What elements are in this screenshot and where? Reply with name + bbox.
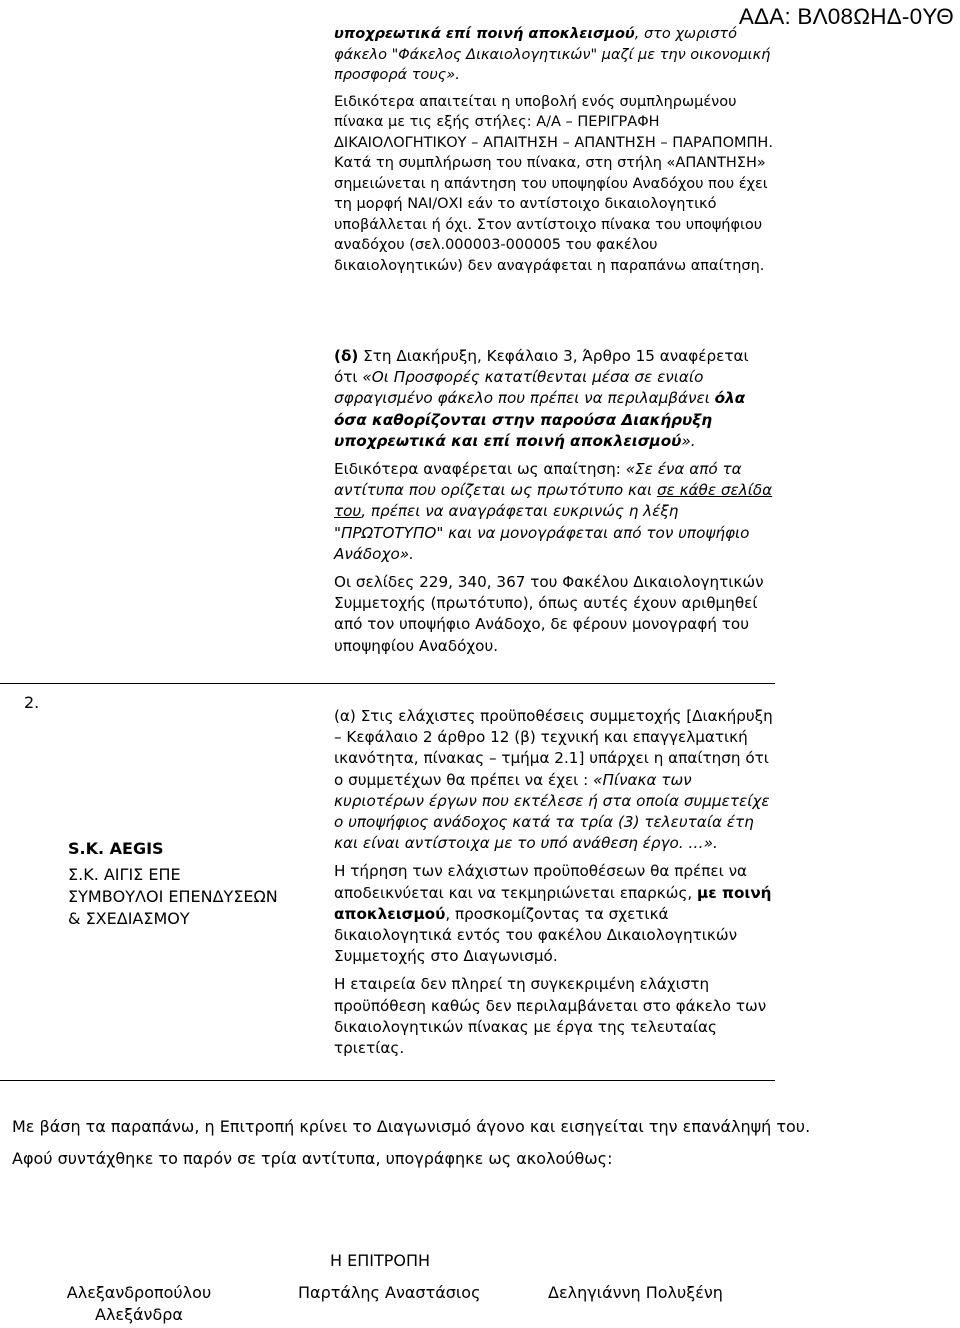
- ada-code: ΑΔΑ: ΒΛ08ΩΗΔ-0ΥΘ: [738, 4, 954, 29]
- block-a-p2-start: Η τήρηση των ελάχιστων προϋποθέσεων θα πρέπει να αποδεικνύεται και να τεκμηριώνεται επαρκώς,: [334, 862, 748, 902]
- conclusion-p1: Με βάση τα παραπάνω, η Επιτροπή κρίνει το Διαγωνισμό άγονο και εισηγείται την επανάληψή του.: [12, 1117, 811, 1136]
- conclusion: [12, 1116, 932, 1170]
- block-d-p2-italic1: «Σε ένα από τα αντίτυπα που ορίζεται ως πρωτότυπο και: [334, 460, 742, 500]
- company-line3: & ΣΧΕΔΙΑΣΜΟΥ: [68, 909, 190, 928]
- table-requirement-paragraph: Ειδικότερα απαιτείται η υποβολή ενός συμπληρωμένου πίνακα με τις εξής στήλες: Α/Α – ΠΕΡΙΓΡΑΦΗ ΔΙΚΑΙΟΛΟΓΗΤΙΚΟΥ – ΑΠΑΙΤΗΣΗ – ΑΠΑΝΤΗΣΗ – ΠΑΡΑΠΟΜΠΗ. Κατά τη συμπλήρωση του πίνακα, στη στήλη «ΑΠΑΝΤΗΣΗ» σημειώνεται η απάντηση του υποψηφίου Αναδόχου που έχει τη μορφή ΝΑΙ/ΟΧΙ εάν το αντίστοιχο δικαιολογητικό υποβάλλεται ή όχι. Στον αντίστοιχο πίνακα του υποψήφιου αναδόχου (σελ.000003-000005 του φακέλου δικαιολογητικών) δεν αναγράφεται η παραπάνω απαίτηση.: [334, 93, 773, 274]
- intro-bold-italic: υποχρεωτικά επί ποινή αποκλεισμού: [334, 26, 635, 42]
- block-a-p1: [334, 706, 774, 854]
- signature-member-2: Παρτάλης Αναστάσιος: [298, 1283, 481, 1302]
- company-name: S.K. AEGIS: [68, 839, 164, 858]
- block-d-p2-italic2: , πρέπει να αναγράφεται ευκρινώς η λέξη "ΠΡΩΤΟΤΥΠΟ" και να μονογράφεται από τον υποψήφιο Ανάδοχο».: [334, 502, 750, 563]
- intro-italic: , στο χωριστό φάκελο "Φάκελος Δικαιολογητικών" μαζί με την οικονομική προσφορά τους».: [334, 26, 771, 83]
- conclusion-p2: Αφού συντάχθηκε το παρόν σε τρία αντίτυπα, υπογράφηκε ως ακολούθως:: [12, 1149, 613, 1168]
- block-d-p1-end: ».: [681, 431, 696, 450]
- block-a: [334, 706, 774, 1066]
- intro-paragraph: [334, 24, 774, 86]
- signature-member-3: Δεληγιάννη Πολυξένη: [548, 1283, 723, 1302]
- company-info: [68, 838, 278, 930]
- row-divider-bottom: [0, 1080, 775, 1081]
- block-d-p1: [334, 346, 774, 452]
- block-d-p2-underline: σε κάθε σελίδα του: [334, 481, 773, 521]
- block-a-p2: [334, 861, 774, 967]
- block-a-p1-italic: «Πίνακα των κυριοτέρων έργων που εκτέλεσε ή στα οποία συμμετείχε ο υποψήφιος ανάδοχος κατά τα τρία (3) τελευταία έτη και είναι αντίστοιχα με το υπό ανάθεση έργο. …».: [334, 770, 770, 853]
- block-d-label: (δ): [334, 347, 359, 365]
- member1-line1: Αλεξανδροπούλου: [66, 1283, 212, 1302]
- block-a-p1-start: (α) Στις ελάχιστες προϋποθέσεις συμμετοχής [Διακήρυξη – Κεφάλαιο 2 άρθρο 12 (β) τεχνική και επαγγελματική ικανότητα, πίνακας – τμήμα 2.1] υπάρχει η απαίτηση ότι ο συμμετέχων θα πρέπει να έχει :: [334, 707, 773, 789]
- block-d-p1-start: Στη Διακήρυξη, Κεφάλαιο 3, Άρθρο 15 αναφέρεται ότι: [334, 347, 749, 387]
- block-requirements-envelope: [334, 24, 774, 276]
- block-a-p2-end: , προσκομίζοντας τα σχετικά δικαιολογητικά εντός του φακέλου Δικαιολογητικών Συμμετοχής στο Διαγωνισμό.: [334, 904, 738, 966]
- block-d-p2-start: Ειδικότερα αναφέρεται ως απαίτηση:: [334, 460, 626, 479]
- committee-title: Η ΕΠΙΤΡΟΠΗ: [330, 1251, 431, 1270]
- block-a-p3: Η εταιρεία δεν πληρεί τη συγκεκριμένη ελάχιστη προϋπόθεση καθώς δεν περιλαμβάνεται στο φάκελο των δικαιολογητικών πίνακας με έργα της τελευταίας τριετίας.: [334, 975, 767, 1058]
- row-divider-top: [0, 683, 775, 684]
- block-d: [334, 346, 774, 664]
- block-d-p1-italic: «Οι Προσφορές κατατίθενται μέσα σε ενιαίο σφραγισμένο φάκελο που πρέπει να περιλαμβάνει: [334, 368, 715, 408]
- block-d-p2: [334, 459, 774, 565]
- signature-member-1: [56, 1282, 222, 1326]
- block-d-p1-bold-italic: όλα όσα καθορίζονται στην παρούσα Διακήρυξη υποχρεωτικά και επί ποινή αποκλεισμού: [334, 389, 746, 450]
- block-a-p2-bold: με ποινή αποκλεισμού: [334, 883, 772, 923]
- member1-line2: Αλεξάνδρα: [95, 1305, 183, 1324]
- row-number: 2.: [24, 693, 40, 712]
- block-d-p3: Οι σελίδες 229, 340, 367 του Φακέλου Δικαιολογητικών Συμμετοχής (πρωτότυπο), όπως αυτές έχουν αριθμηθεί από τον υποψήφιο Ανάδοχο, δε φέρουν μονογραφή του υποψηφίου Αναδόχου.: [334, 573, 764, 655]
- company-line2: ΣΥΜΒΟΥΛΟΙ ΕΠΕΝΔΥΣΕΩΝ: [68, 887, 278, 906]
- company-line1: Σ.Κ. ΑΙΓΙΣ ΕΠΕ: [68, 865, 181, 884]
